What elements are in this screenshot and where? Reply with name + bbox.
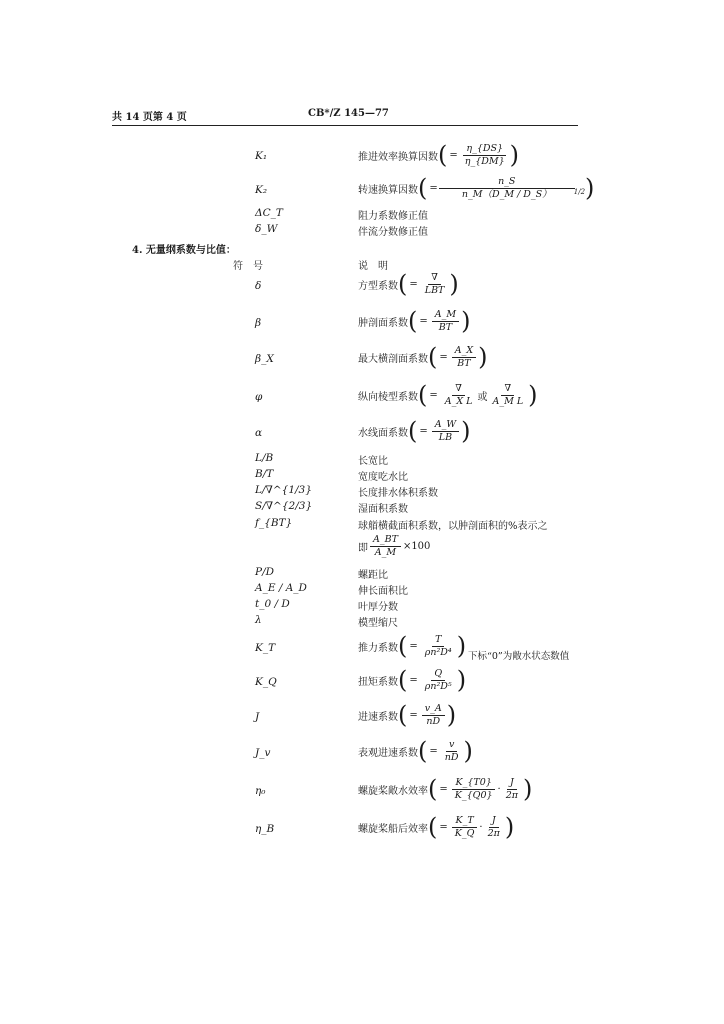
symbol-eta-b: η_B <box>255 823 275 835</box>
label-b-t: 宽度吃水比 <box>358 472 408 483</box>
definition-open-water-efficiency: 螺旋桨敞水效率 ( = $\frac{K\_\{T0\}}{K\_\{Q0\}}$ · $\frac{J}{2\pi}$ ) <box>358 775 533 804</box>
symbol-b-t: B/T <box>255 468 274 480</box>
label-delta-ct: 阻力系数修正值 <box>358 211 428 222</box>
label-ae-ad: 伸长面积比 <box>358 586 408 597</box>
column-symbol: 符 号 <box>233 261 263 272</box>
symbol-t0-d: t_0 / D <box>255 598 290 610</box>
definition-apparent-advance-coefficient: 表观进速系数 ( = $\frac{v}{nD}$ ) <box>358 737 473 766</box>
fraction: $\frac{\eta\_\{DS\}}{\eta\_\{DM\}}$ <box>464 143 505 167</box>
symbol-delta-ct: ΔC_T <box>255 207 283 219</box>
symbol-jv: J_v <box>255 747 271 759</box>
definition-k1: 推进效率换算因数 ( = $\frac{\eta\_\{DS\}}{\eta\_\{DM\}}$ ) <box>358 141 520 170</box>
symbol-j: J <box>255 711 260 723</box>
symbol-phi: φ <box>255 391 263 403</box>
symbol-wetted-surface: S/∇^{2/3} <box>255 500 313 512</box>
definition-torque-coefficient: 扭矩系数 ( = $\frac{Q}{\text{ρn²D⁵}}$ ) <box>358 666 467 695</box>
header-rule <box>112 125 578 126</box>
label-wetted-surface: 湿面积系数 <box>358 504 408 515</box>
label-delta-w: 伴流分数修正值 <box>358 227 428 238</box>
column-description: 说 明 <box>358 261 388 272</box>
definition-midship-coefficient: 肿剖面系数 ( = $\frac{A\_M}{BT}$ ) <box>358 307 471 336</box>
symbol-f-bt: f_{BT} <box>255 517 293 529</box>
definition-prismatic-coefficient: 纵向棱型系数 ( = $\frac{\nabla}{\text{A\_X L}}$ 或 $\frac{\nabla}{\text{A\_M L}}$ ) <box>358 381 538 410</box>
definition-waterplane-coefficient: 水线面系数 ( = $\frac{A\_W}{LB}$ ) <box>358 417 471 446</box>
fraction: $\frac{n\_S}{n\_M(D\_M / D\_S)}$ <box>442 176 572 201</box>
label-p-d: 螺距比 <box>358 570 388 581</box>
label-l-b: 长宽比 <box>358 456 388 467</box>
definition-max-section-coefficient: 最大横剖面系数 ( = $\frac{A\_X}{BT}$ ) <box>358 343 488 372</box>
symbol-alpha: α <box>255 427 263 439</box>
definition-behind-ship-efficiency: 螺旋桨船后效率 ( = $\frac{K\_T}{K\_Q}$ · $\frac{J}{2\pi}$ ) <box>358 813 515 842</box>
symbol-kq: K_Q <box>255 676 277 688</box>
section-title: 4. 无量纲系数与比值： <box>132 245 236 256</box>
label: 推进效率换算因数 <box>358 151 438 163</box>
standard-number: CB*/Z 145—77 <box>308 108 389 119</box>
label-t0-d: 叶厚分数 <box>358 602 398 613</box>
symbol-l-b: L/B <box>255 452 274 464</box>
page-info: 共 14 页第 4 页 <box>112 112 187 123</box>
label-length-displacement: 长度排水体积系数 <box>358 488 438 499</box>
symbol-ae-ad: A_E / A_D <box>255 582 307 594</box>
definition-k2: 转速换算因数 ( = $\frac{n\_S}{n\_M(D\_M / D\_S)}$ 1/2 ) <box>358 174 595 203</box>
symbol-beta: β <box>255 317 262 329</box>
symbol-eta-0: η₀ <box>255 785 266 797</box>
label: 转速换算因数 <box>358 184 418 196</box>
symbol-length-displacement: L/∇^{1/3} <box>255 484 312 496</box>
label-f-bt: 球艏横截面积系数，以肿剖面积的%表示之 <box>358 521 548 532</box>
definition-thrust-coefficient: 推力系数 ( = $\frac{T}{\text{ρn²D⁴}}$ ) <box>358 632 467 661</box>
definition-advance-coefficient: 进速系数 ( = $\frac{v\_A}{nD}$ ) <box>358 701 457 730</box>
symbol-beta-x: β_X <box>255 353 274 365</box>
exponent: 1/2 <box>573 188 586 197</box>
definition-block-coefficient: 方型系数 ( = $\frac{\nabla}{\text{LBT}}$ ) <box>358 270 459 299</box>
symbol-delta: δ <box>255 280 262 292</box>
symbol-k2: K₂ <box>255 184 268 196</box>
symbol-delta-w: δ_W <box>255 223 278 235</box>
symbol-lambda: λ <box>255 614 262 626</box>
definition-f-bt: 即 $\frac{A\_BT}{A\_M}$ ×100 <box>358 534 431 558</box>
symbol-p-d: P/D <box>255 566 275 578</box>
label-lambda: 模型缩尺 <box>358 618 398 629</box>
symbol-kt: K_T <box>255 642 276 654</box>
symbol-k1: K₁ <box>255 150 268 162</box>
subscript-note: 下标“0”为敞水状态数值 <box>468 651 570 662</box>
